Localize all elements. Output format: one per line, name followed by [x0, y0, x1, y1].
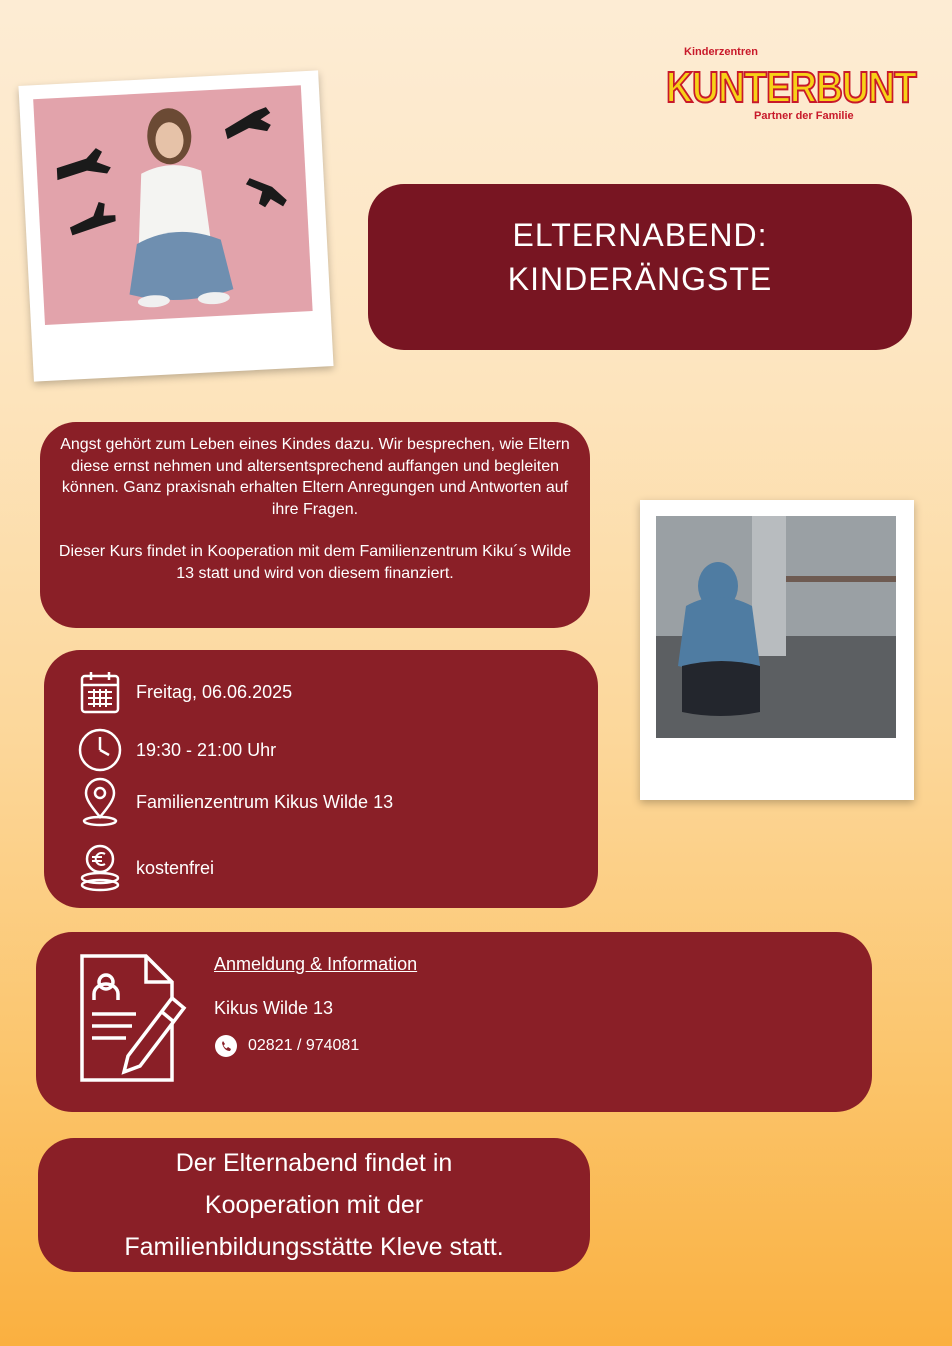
photo-frame-anxious-woman [18, 70, 333, 381]
photo-frame-hooded-person [640, 500, 914, 800]
kunterbunt-logo [662, 46, 922, 126]
detail-location: Familienzentrum Kikus Wilde 13 [136, 791, 394, 812]
map-pin-icon [76, 778, 124, 826]
logo-brand-text: KUNTERBUNT [666, 63, 917, 112]
contact-heading: Anmeldung & Information [214, 954, 418, 974]
title-line-2: KINDERÄNGSTE [507, 261, 773, 297]
logo-brand-mark [662, 58, 922, 112]
cooperation-line-1: Der Elternabend findet in [175, 1149, 453, 1177]
phone-icon [214, 1034, 238, 1058]
description-box [40, 422, 590, 628]
logo-tagline: Partner der Familie [754, 110, 854, 122]
detail-time: 19:30 - 21:00 Uhr [136, 739, 277, 760]
contact-phone-row [214, 1034, 359, 1058]
title-banner [368, 184, 912, 350]
contact-phone: 02821 / 974081 [248, 1037, 360, 1054]
detail-cost: kostenfrei [136, 857, 215, 878]
detail-location-row [76, 778, 394, 826]
cooperation-note-box [38, 1138, 590, 1272]
form-pen-icon [76, 952, 188, 1091]
detail-date: Freitag, 06.06.2025 [136, 681, 293, 702]
logo-top-text: Kinderzentren [684, 46, 758, 58]
title-line-1: ELTERNABEND: [512, 217, 768, 253]
detail-cost-row [76, 844, 215, 892]
description-paragraph-1: Angst gehört zum Leben eines Kindes dazu. Wir besprechen, wie Eltern diese ernst nehmen und altersentsprechend auffangen und begleiten können. Ganz praxisnah erhalten Eltern Anregungen und Antworten auf ihre Fragen. [60, 436, 570, 518]
contact-name: Kikus Wilde 13 [214, 998, 334, 1018]
description-paragraph-2: Dieser Kurs findet in Kooperation mit dem Familienzentrum Kiku´s Wilde 13 statt und wird von diesem finanziert. [58, 543, 572, 582]
cooperation-line-3: Familienbildungsstätte Kleve statt. [124, 1233, 504, 1261]
event-details-box [44, 650, 598, 908]
detail-time-row [76, 726, 277, 774]
hooded-person-photo [656, 516, 896, 738]
contact-box [36, 932, 872, 1112]
clock-icon [76, 726, 124, 774]
detail-date-row [76, 668, 293, 716]
cooperation-line-2: Kooperation mit der [204, 1191, 424, 1219]
anxious-woman-photo [33, 85, 312, 325]
calendar-icon [76, 668, 124, 716]
euro-coins-icon [76, 844, 124, 892]
